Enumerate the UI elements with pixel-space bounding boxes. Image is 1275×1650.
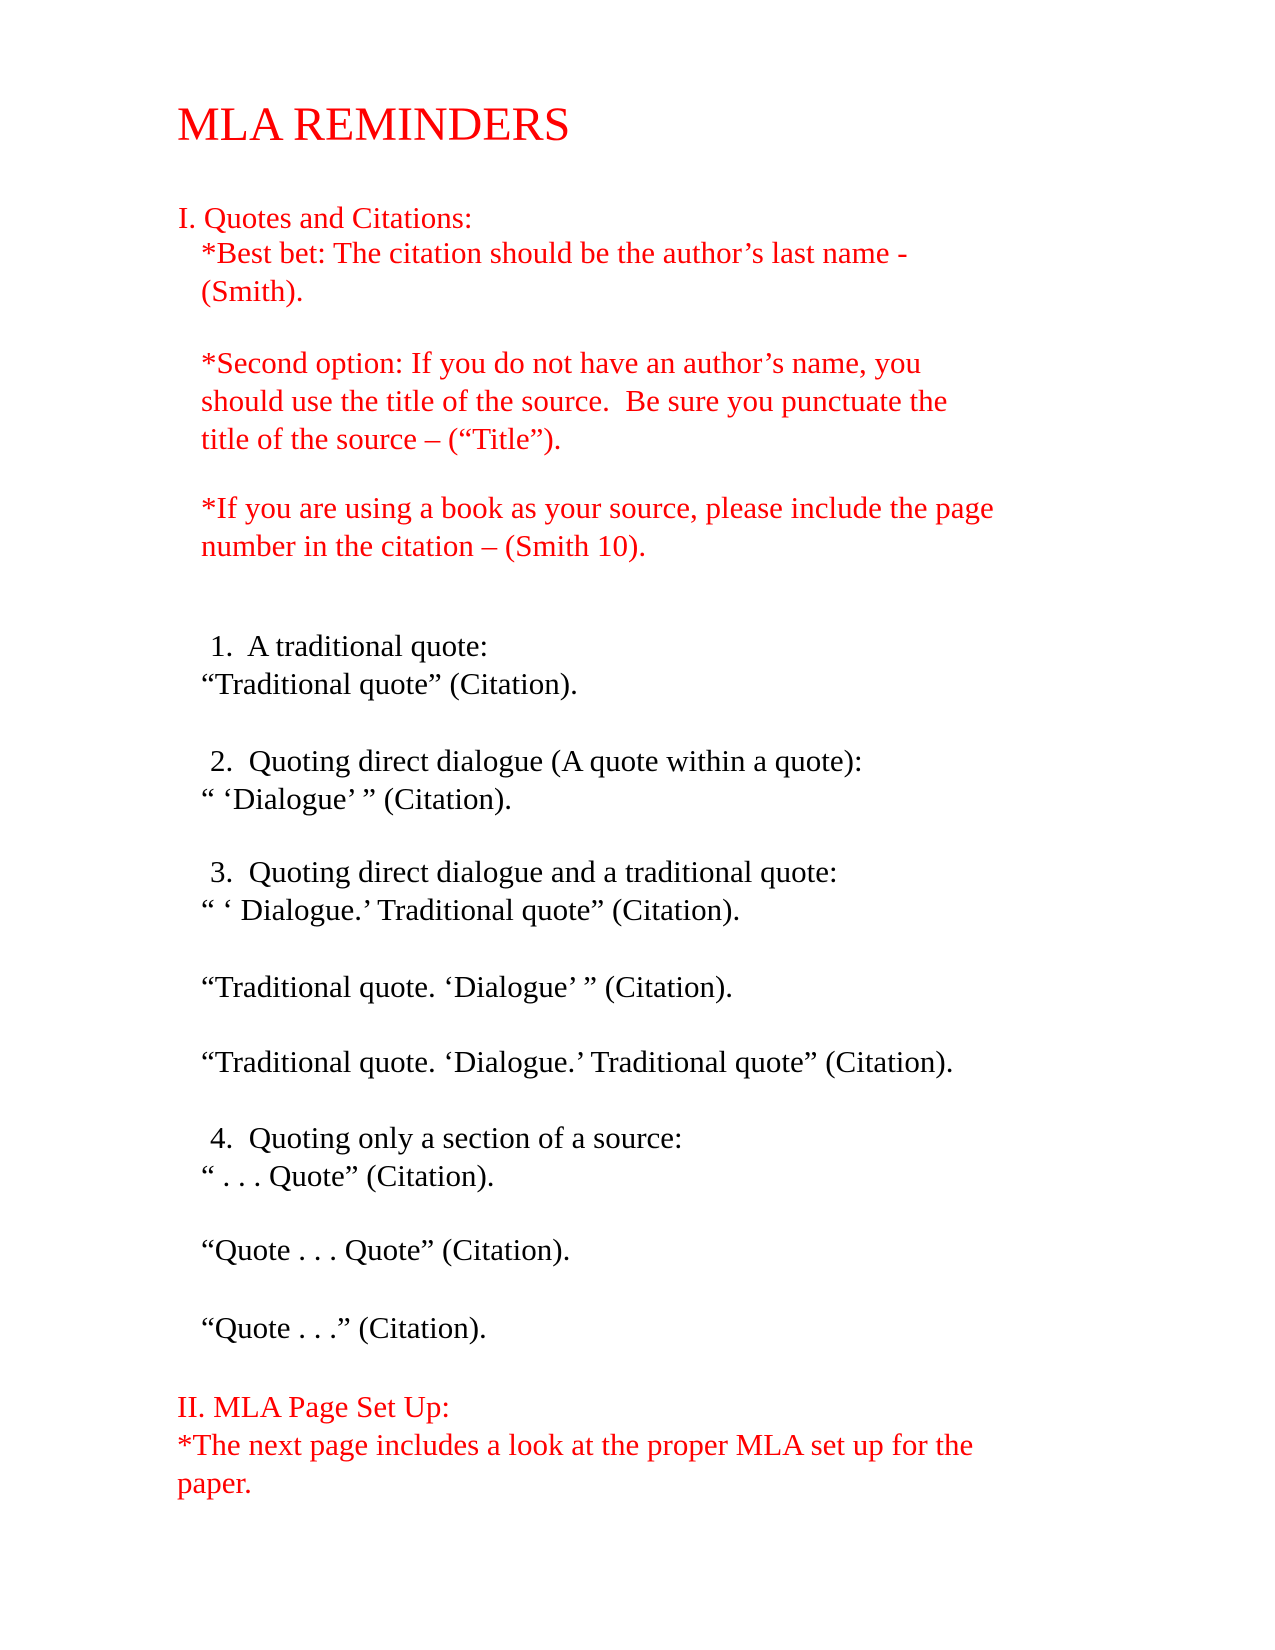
- example-quote-text: “Traditional quote. ‘Dialogue’ ” (Citation).: [201, 969, 734, 1004]
- example-quote-text: “Traditional quote. ‘Dialogue.’ Traditional quote” (Citation).: [201, 1044, 954, 1079]
- tip-book-source: [201, 489, 994, 565]
- numbered-item-text: 4. Quoting only a section of a source:: [210, 1120, 683, 1155]
- example-4: [201, 1119, 683, 1195]
- example-3-variant-2: [201, 1043, 954, 1081]
- example-4-variant-1: [201, 1231, 570, 1269]
- example-quote-text: “Traditional quote” (Citation).: [201, 666, 578, 701]
- text-line: *The next page includes a look at the proper MLA set up for the: [177, 1427, 974, 1462]
- numbered-item-text: 1. A traditional quote:: [210, 628, 489, 663]
- example-3-variant-1: [201, 968, 733, 1006]
- tip-second-option: [201, 344, 947, 458]
- tip-best-bet: [201, 234, 908, 310]
- text-line: *Second option: If you do not have an author’s name, you: [201, 345, 922, 380]
- example-1: [201, 627, 578, 703]
- example-quote-text: “Quote . . . Quote” (Citation).: [201, 1232, 571, 1267]
- section-i-heading: [178, 199, 472, 237]
- section-heading-text: I. Quotes and Citations:: [178, 200, 473, 235]
- numbered-item-text: 3. Quoting direct dialogue and a traditional quote:: [210, 854, 838, 889]
- text-line: should use the title of the source. Be sure you punctuate the: [201, 383, 948, 418]
- text-line: title of the source – (“Title”).: [201, 421, 562, 456]
- example-4-variant-2: [201, 1309, 487, 1347]
- example-quote-text: “ . . . Quote” (Citation).: [201, 1158, 495, 1193]
- text-line: paper.: [177, 1465, 252, 1500]
- section-ii-page-setup: [177, 1388, 973, 1502]
- example-quote-text: “ ‘Dialogue’ ” (Citation).: [201, 781, 513, 816]
- section-heading-text: II. MLA Page Set Up:: [177, 1389, 450, 1424]
- numbered-item-text: 2. Quoting direct dialogue (A quote within a quote):: [210, 743, 863, 778]
- example-quote-text: “ ‘ Dialogue.’ Traditional quote” (Citation).: [201, 892, 741, 927]
- text-line: number in the citation – (Smith 10).: [201, 528, 647, 563]
- page-title: MLA REMINDERS: [177, 98, 571, 151]
- example-quote-text: “Quote . . .” (Citation).: [201, 1310, 487, 1345]
- text-line: *If you are using a book as your source, please include the page: [201, 490, 994, 525]
- example-3: [201, 853, 838, 929]
- text-line: *Best bet: The citation should be the author’s last name -: [201, 235, 908, 270]
- text-line: (Smith).: [201, 273, 304, 308]
- example-2: [201, 742, 863, 818]
